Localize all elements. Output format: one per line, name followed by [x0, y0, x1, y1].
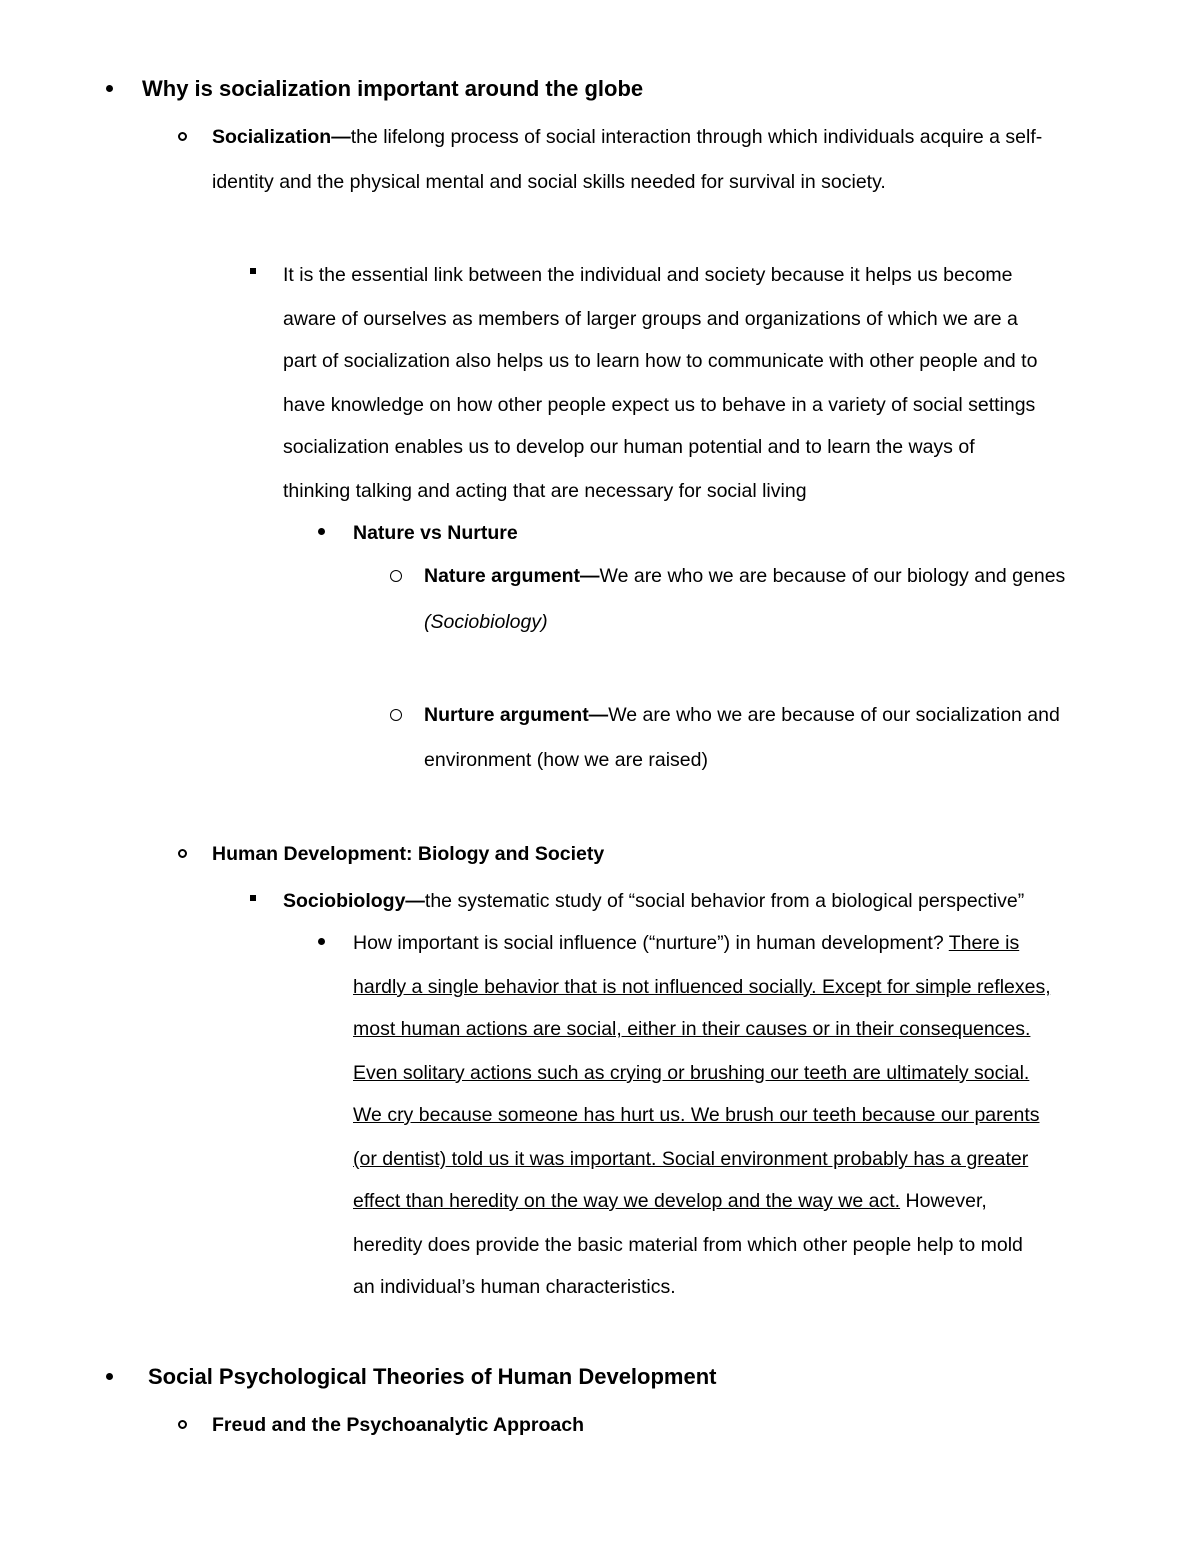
influence-line5: We cry because someone has hurt us. We brush our teeth because our parents	[353, 1104, 1040, 1126]
heading-why-socialization: Why is socialization important around the globe	[142, 76, 644, 101]
human-development-heading: Human Development: Biology and Society	[212, 843, 605, 865]
link-para-line1: It is the essential link between the individual and society because it helps us become	[283, 264, 1013, 286]
influence-line3: most human actions are social, either in their causes or in their consequences.	[353, 1018, 1031, 1040]
bullet-circle-icon	[178, 849, 187, 858]
nurture-argument-text: We are who we are because of our socialization and	[608, 704, 1060, 726]
socialization-def-line1: the lifelong process of social interaction through which individuals acquire a self-	[350, 126, 1043, 148]
link-para-line4: have knowledge on how other people expect us to behave in a variety of social settings	[283, 394, 1036, 416]
nature-argument-note: (Sociobiology)	[424, 611, 548, 633]
link-para-line2: aware of ourselves as members of larger groups and organizations of which we are a	[283, 308, 1018, 330]
bullet-circle-icon	[390, 570, 402, 582]
bullet-circle-icon	[390, 709, 402, 721]
bullet-circle-icon	[178, 132, 187, 141]
influence-line2: hardly a single behavior that is not influenced socially. Except for simple reflexes,	[353, 976, 1051, 998]
influence-underlined-7: effect than heredity on the way we develop and the way we act.	[353, 1190, 901, 1212]
bullet-square-icon	[250, 895, 256, 901]
link-para-line3: part of socialization also helps us to learn how to communicate with other people and to	[283, 350, 1038, 372]
sociobiology-def: the systematic study of “social behavior from a biological perspective”	[424, 890, 1025, 912]
bullet-dot-icon	[318, 528, 325, 535]
influence-line6: (or dentist) told us it was important. Social environment probably has a greater	[353, 1148, 1029, 1170]
nature-argument-text: We are who we are because of our biology and genes	[599, 565, 1066, 587]
nature-vs-nurture-heading: Nature vs Nurture	[353, 522, 518, 544]
term-nature-argument: Nature argument—	[424, 565, 600, 587]
term-nurture-argument: Nurture argument—	[424, 704, 609, 726]
bullet-dot-icon	[318, 938, 325, 945]
freud-heading: Freud and the Psychoanalytic Approach	[212, 1414, 585, 1436]
bullet-square-icon	[250, 268, 256, 274]
influence-line8: heredity does provide the basic material from which other people help to mold	[353, 1234, 1023, 1256]
bullet-dot-icon	[106, 85, 113, 92]
term-socialization: Socialization—	[212, 126, 351, 148]
influence-underlined-1: There is	[948, 932, 1020, 954]
sociobiology-definition	[283, 889, 1024, 913]
influence-line4: Even solitary actions such as crying or brushing our teeth are ultimately social.	[353, 1062, 1030, 1084]
influence-tail-7: However,	[900, 1190, 987, 1212]
link-para-line5: socialization enables us to develop our human potential and to learn the ways of	[283, 436, 975, 458]
heading-social-psych-theories: Social Psychological Theories of Human Development	[148, 1364, 717, 1389]
nurture-argument	[424, 703, 1060, 727]
bullet-dot-icon	[106, 1373, 113, 1380]
bullet-circle-icon	[178, 1420, 187, 1429]
influence-line1	[353, 931, 1019, 955]
nurture-argument-line2: environment (how we are raised)	[424, 749, 708, 771]
socialization-def-line2: identity and the physical mental and social skills needed for survival in society.	[212, 171, 886, 193]
influence-question: How important is social influence (“nurture”) in human development?	[353, 932, 949, 954]
nature-argument	[424, 564, 1065, 588]
socialization-definition	[212, 125, 1042, 149]
link-para-line6: thinking talking and acting that are necessary for social living	[283, 480, 807, 502]
influence-line9: an individual’s human characteristics.	[353, 1276, 676, 1298]
influence-line7	[353, 1189, 987, 1213]
term-sociobiology: Sociobiology—	[283, 890, 425, 912]
